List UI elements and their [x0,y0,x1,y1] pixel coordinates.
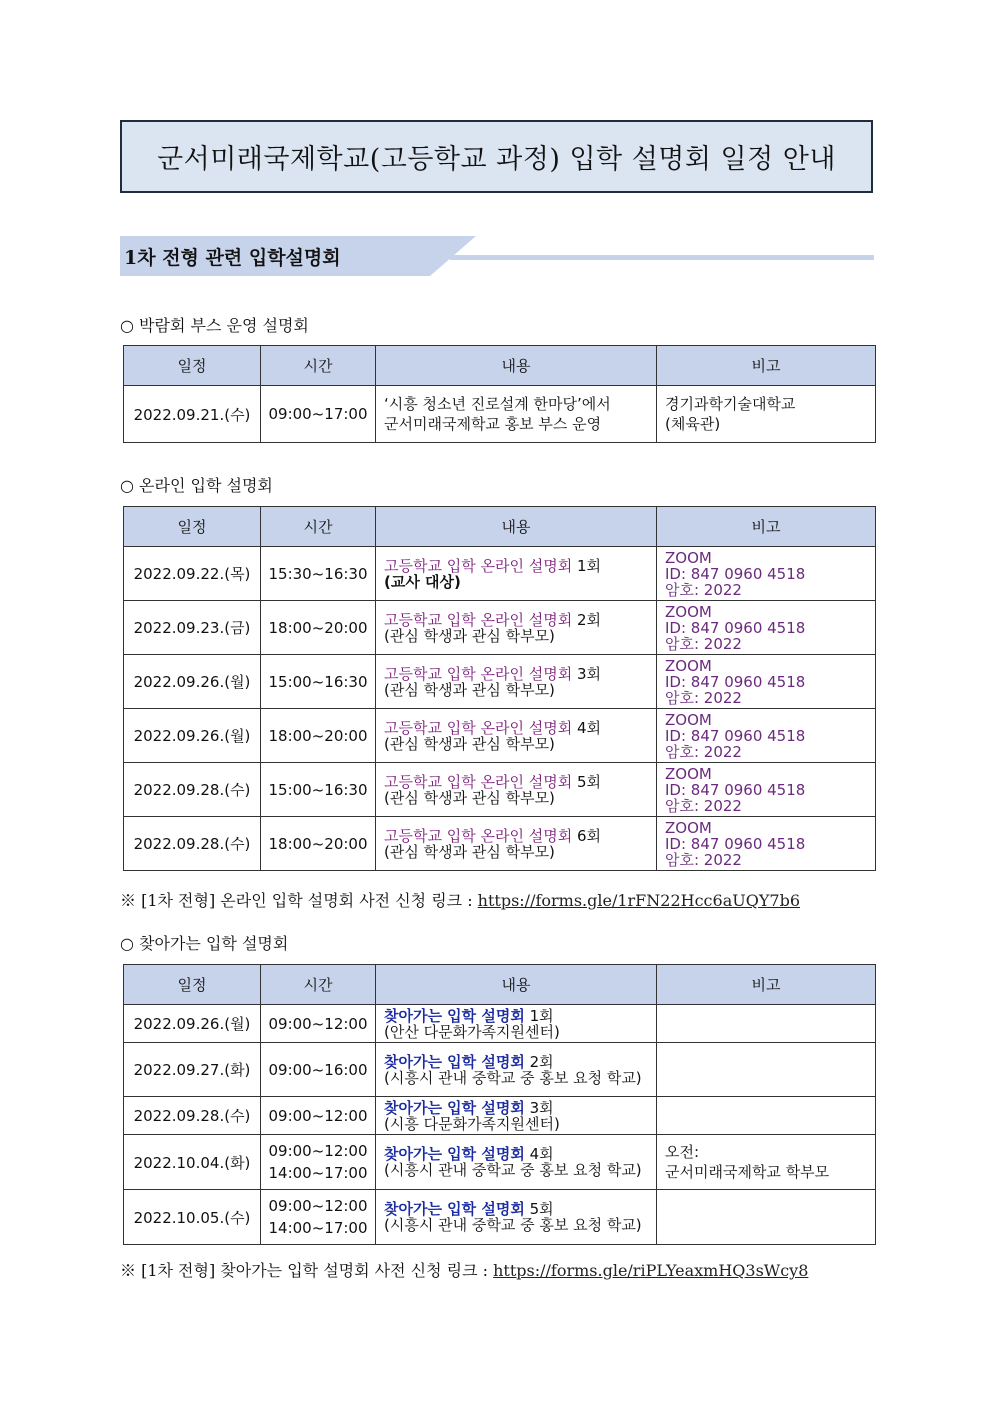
time-cell: 15:00~16:30 [261,655,376,709]
table-row [124,547,876,601]
date-cell: 2022.09.27.(화) [124,1043,261,1097]
online-signup-note [120,888,800,911]
date-cell: 2022.09.23.(금) [124,601,261,655]
zoom-id: ID: 847 0960 4518 [665,834,806,853]
content-title-line [384,1201,656,1217]
content-title-line [384,666,656,682]
header-date: 일정 [124,507,261,547]
note-line: 경기과학기술대학교 [665,395,796,413]
zoom-password: 암호: 2022 [665,688,742,707]
session-title: 고등학교 입학 온라인 설명회 [384,610,573,629]
time-cell [261,1190,376,1245]
content-title-line [384,1100,656,1116]
header-time: 시간 [261,507,376,547]
zoom-password: 암호: 2022 [665,580,742,599]
online-table [123,506,876,871]
zoom-password: 암호: 2022 [665,634,742,653]
session-target: (시흥시 관내 중학교 중 홍보 요청 학교) [384,1068,642,1087]
session-title: 고등학교 입학 온라인 설명회 [384,718,573,737]
time-cell: 18:00~20:00 [261,709,376,763]
expo-heading: ○ 박람회 부스 운영 설명회 [120,316,309,335]
note-line: 군서미래국제학교 학부모 [665,1163,830,1181]
visit-signup-note [120,1258,808,1281]
content-title-line [384,774,656,790]
session-title: 고등학교 입학 온라인 설명회 [384,772,573,791]
time-line: 09:00~16:00 [268,1060,368,1079]
session-number: 3회 [576,664,602,683]
time-cell: 18:00~20:00 [261,817,376,871]
time-cell [261,1005,376,1043]
table-row [124,1097,876,1135]
content-cell [376,763,657,817]
table-row [124,601,876,655]
table-row [124,386,876,443]
visit-table [123,964,876,1245]
session-number: 4회 [576,718,602,737]
note-cell [657,763,876,817]
content-cell [376,601,657,655]
session-title: 찾아가는 입학 설명회 [384,1145,525,1163]
content-cell [376,709,657,763]
time-cell: 09:00~17:00 [261,386,376,443]
table-row [124,709,876,763]
online-signup-link[interactable]: https://forms.gle/1rFN22Hcc6aUQY7b6 [477,891,800,910]
content-title-line [384,1054,656,1070]
session-target: (시흥시 관내 중학교 중 홍보 요청 학교) [384,1161,642,1179]
page-title: 군서미래국제학교(고등학교 과정) 입학 설명회 일정 안내 [120,120,873,193]
expo-table [123,345,876,443]
content-title-line [384,558,656,574]
session-number: 2회 [576,610,602,629]
time-line: 09:00~12:00 [268,1106,368,1125]
zoom-id: ID: 847 0960 4518 [665,618,806,637]
session-title: 고등학교 입학 온라인 설명회 [384,826,573,845]
time-line: 14:00~17:00 [268,1219,368,1237]
content-cell [376,386,657,443]
note-text: ※ [1차 전형] 온라인 입학 설명회 사전 신청 링크 : [120,891,478,910]
table-header-row [124,507,876,547]
note-cell [657,1135,876,1190]
note-cell [657,817,876,871]
time-cell: 18:00~20:00 [261,601,376,655]
visit-signup-link[interactable]: https://forms.gle/riPLYeaxmHQ3sWcy8 [493,1261,809,1280]
date-cell: 2022.10.04.(화) [124,1135,261,1190]
date-cell: 2022.10.05.(수) [124,1190,261,1245]
note-cell [657,1190,876,1245]
session-number: 1회 [576,556,602,575]
zoom-label: ZOOM [665,818,712,837]
content-title-line [384,612,656,628]
zoom-label: ZOOM [665,548,712,567]
table-row [124,1043,876,1097]
date-cell: 2022.09.28.(수) [124,763,261,817]
session-title: 찾아가는 입학 설명회 [384,1200,525,1218]
time-line: 09:00~12:00 [268,1014,368,1033]
table-row [124,1190,876,1245]
content-cell [376,1097,657,1135]
time-line: 09:00~12:00 [268,1142,368,1160]
session-title: 찾아가는 입학 설명회 [384,1098,525,1117]
session-title: 고등학교 입학 온라인 설명회 [384,556,573,575]
session-number: 5회 [576,772,602,791]
content-cell [376,1135,657,1190]
session-audience: (관심 학생과 관심 학부모) [384,626,555,645]
header-note: 비고 [657,965,876,1005]
time-cell [261,1135,376,1190]
session-target: (시흥 다문화가족지원센터) [384,1114,560,1133]
note-text: ※ [1차 전형] 찾아가는 입학 설명회 사전 신청 링크 : [120,1261,494,1280]
session-title: 고등학교 입학 온라인 설명회 [384,664,573,683]
table-row [124,763,876,817]
time-cell [261,1097,376,1135]
content-cell [376,817,657,871]
time-cell: 15:30~16:30 [261,547,376,601]
content-cell [376,655,657,709]
note-cell [657,601,876,655]
zoom-label: ZOOM [665,710,712,729]
content-cell [376,1005,657,1043]
zoom-id: ID: 847 0960 4518 [665,726,806,745]
content-cell [376,1043,657,1097]
time-line: 14:00~17:00 [268,1164,368,1182]
content-title-line [384,828,656,844]
session-target: (안산 다문화가족지원센터) [384,1022,560,1041]
note-line: (체육관) [665,415,721,433]
note-line: 오전: [665,1143,700,1161]
time-cell [261,1043,376,1097]
session-audience: (관심 학생과 관심 학부모) [384,734,555,753]
header-time: 시간 [261,346,376,386]
note-cell [657,547,876,601]
zoom-label: ZOOM [665,764,712,783]
header-content: 내용 [376,346,657,386]
zoom-label: ZOOM [665,656,712,675]
zoom-id: ID: 847 0960 4518 [665,780,806,799]
table-row [124,817,876,871]
date-cell: 2022.09.26.(월) [124,1005,261,1043]
session-number: 1회 [529,1006,554,1025]
header-note: 비고 [657,346,876,386]
note-cell [657,1005,876,1043]
header-content: 내용 [376,507,657,547]
header-content: 내용 [376,965,657,1005]
content-title-line [384,720,656,736]
header-date: 일정 [124,965,261,1005]
zoom-password: 암호: 2022 [665,742,742,761]
zoom-password: 암호: 2022 [665,850,742,869]
content-cell [376,547,657,601]
session-audience: (관심 학생과 관심 학부모) [384,788,555,807]
content-title-line [384,1008,656,1024]
note-cell [657,709,876,763]
section-header [120,236,876,276]
date-cell: 2022.09.28.(수) [124,1097,261,1135]
session-number: 2회 [529,1052,554,1071]
session-target: (시흥시 관내 중학교 중 홍보 요청 학교) [384,1216,642,1234]
date-cell: 2022.09.21.(수) [124,386,261,443]
zoom-id: ID: 847 0960 4518 [665,672,806,691]
visit-heading: ○ 찾아가는 입학 설명회 [120,934,289,953]
table-row [124,1005,876,1043]
content-line: 군서미래국제학교 홍보 부스 운영 [384,415,602,433]
date-cell: 2022.09.26.(월) [124,655,261,709]
table-header-row [124,346,876,386]
section-title: 1차 전형 관련 입학설명회 [124,247,341,269]
session-title: 찾아가는 입학 설명회 [384,1006,525,1025]
session-number: 3회 [529,1098,554,1117]
header-time: 시간 [261,965,376,1005]
header-date: 일정 [124,346,261,386]
session-number: 5회 [529,1200,554,1218]
zoom-id: ID: 847 0960 4518 [665,564,806,583]
date-cell: 2022.09.28.(수) [124,817,261,871]
table-row [124,1135,876,1190]
time-line: 09:00~12:00 [268,1197,368,1215]
note-cell [657,655,876,709]
note-cell [657,386,876,443]
date-cell: 2022.09.26.(월) [124,709,261,763]
content-line: ‘시흥 청소년 진로설계 한마당’에서 [384,395,611,413]
session-audience: (교사 대상) [384,572,461,591]
note-cell [657,1097,876,1135]
content-title-line [384,1146,656,1162]
session-number: 4회 [529,1145,554,1163]
time-cell: 15:00~16:30 [261,763,376,817]
header-note: 비고 [657,507,876,547]
session-audience: (관심 학생과 관심 학부모) [384,842,555,861]
zoom-password: 암호: 2022 [665,796,742,815]
date-cell: 2022.09.22.(목) [124,547,261,601]
session-title: 찾아가는 입학 설명회 [384,1052,525,1071]
table-row [124,655,876,709]
zoom-label: ZOOM [665,602,712,621]
note-cell [657,1043,876,1097]
content-cell [376,1190,657,1245]
online-heading: ○ 온라인 입학 설명회 [120,476,273,495]
table-header-row [124,965,876,1005]
session-audience: (관심 학생과 관심 학부모) [384,680,555,699]
session-number: 6회 [576,826,602,845]
